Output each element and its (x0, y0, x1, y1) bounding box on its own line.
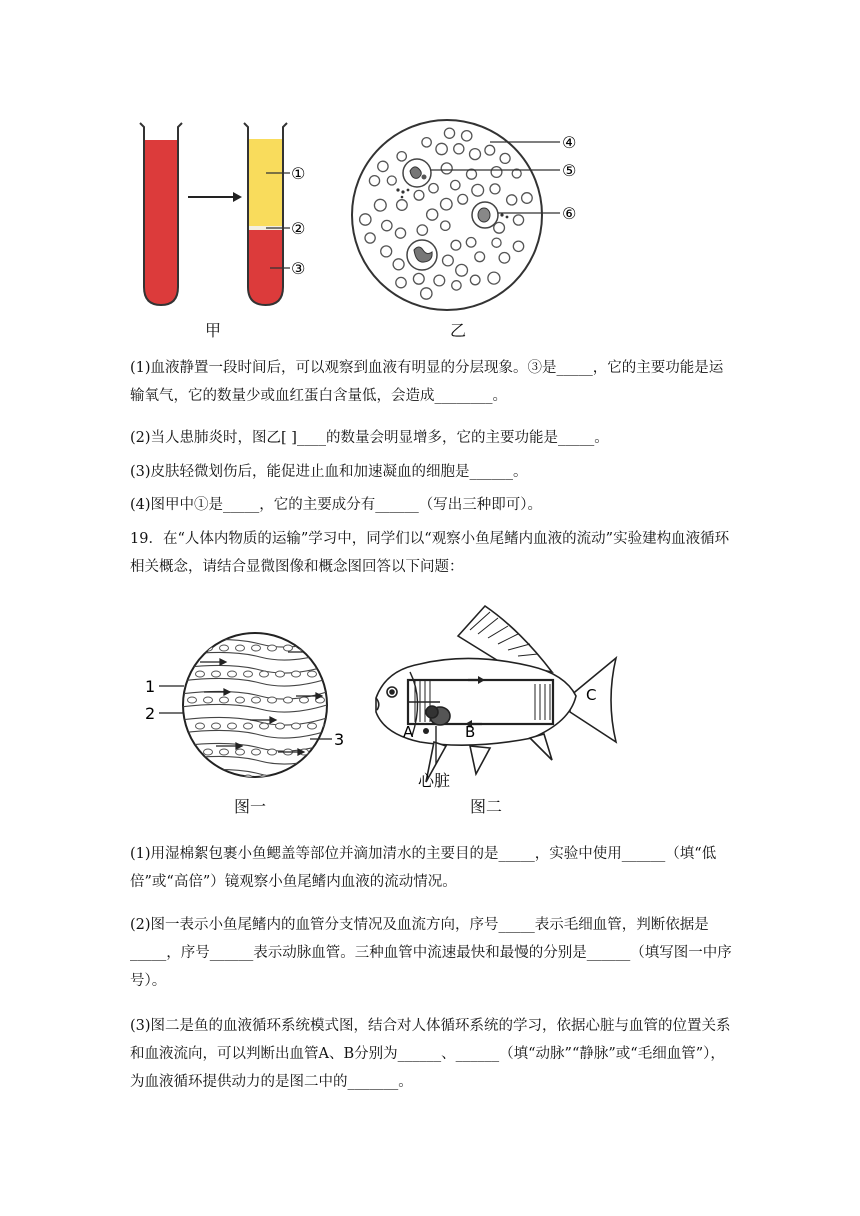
blood-cell (188, 697, 197, 703)
blood-cell (300, 697, 309, 703)
q19-part1: (1)用湿棉絮包裹小鱼鳃盖等部位并滴加清水的主要目的是_____，实验中使用______（填“低倍”或“高倍”）镜观察小鱼尾鳍内血液的流动情况。 (130, 846, 717, 890)
blood-cell (260, 775, 269, 781)
blood-cell (212, 723, 221, 729)
label-6: ⑥ (562, 204, 577, 223)
fish-label-c: C (586, 686, 597, 704)
red-blood-cell (397, 152, 406, 161)
red-blood-cell (395, 228, 405, 238)
blood-cell (188, 749, 197, 755)
red-blood-cell (522, 193, 533, 204)
blood-cell (220, 697, 229, 703)
blood-cell (316, 749, 325, 755)
red-blood-cell (500, 153, 510, 163)
heart-label: 心脏 (418, 771, 451, 790)
red-blood-cell (488, 272, 500, 284)
blood-cell (260, 723, 269, 729)
red-blood-cell (451, 180, 460, 189)
blood-cell (268, 697, 277, 703)
red-blood-cell (452, 281, 461, 290)
fish-label-a: A (403, 723, 414, 741)
blood-cell (308, 671, 317, 677)
red-blood-cell (422, 138, 431, 147)
red-blood-cell (458, 194, 468, 204)
blood-cell (236, 749, 245, 755)
red-blood-cell (381, 246, 392, 257)
red-blood-cell (492, 238, 501, 247)
red-blood-cell (436, 143, 447, 154)
blood-cell (284, 645, 293, 651)
red-blood-cell (456, 264, 468, 276)
red-blood-cell (421, 288, 432, 299)
q18-part3: (3)皮肤轻微划伤后，能促进止血和加速凝血的细胞是______。 (130, 464, 528, 480)
red-blood-cell (513, 241, 523, 251)
red-blood-cell (490, 184, 500, 194)
vessel-label-3: 3 (334, 730, 345, 749)
blood-cell (188, 645, 197, 651)
blood-cell (196, 671, 205, 677)
red-blood-cell (374, 199, 386, 211)
blood-cell (212, 671, 221, 677)
white-blood-cell (403, 159, 431, 187)
fish-circulation-diagram (376, 606, 616, 782)
blood-cell (204, 697, 213, 703)
blood-cell (316, 645, 325, 651)
red-blood-cell (485, 145, 495, 155)
blood-cell (292, 775, 301, 781)
blood-cell (220, 749, 229, 755)
red-blood-cell (444, 128, 454, 138)
tail-fin-microscope-view (180, 633, 333, 781)
blood-cell (236, 645, 245, 651)
blood-cell (268, 749, 277, 755)
red-blood-cell (466, 238, 476, 248)
blood-cell (244, 723, 253, 729)
red-blood-cell (396, 277, 406, 287)
white-blood-cell (407, 240, 437, 270)
q19-part2: (2)图一表示小鱼尾鳍内的血管分支情况及血流方向，序号_____表示毛细血管，判断依据是_____，序号______表示动脉血管。三种血管中流速最快和最慢的分别是______（填写图一中序号）。 (130, 917, 732, 989)
red-blood-cell (443, 255, 454, 266)
caption-figure-one: 图一 (234, 797, 267, 816)
q18-part2: (2)当人患肺炎时，图乙[ ]____的数量会明显增多，它的主要功能是_____。 (130, 430, 609, 446)
red-blood-cell (475, 252, 485, 262)
red-blood-cell (413, 273, 424, 284)
blood-cell (268, 645, 277, 651)
red-blood-cell (393, 259, 404, 270)
blood-cell (300, 645, 309, 651)
red-blood-cell (387, 176, 396, 185)
red-blood-cell (454, 144, 464, 154)
red-blood-cell (507, 195, 517, 205)
flow-arrow-head (308, 649, 314, 655)
caption-jia: 甲 (205, 321, 222, 340)
white-blood-cell (472, 202, 498, 228)
point-a (423, 728, 429, 734)
blood-cell (324, 775, 333, 781)
blood-cell (260, 671, 269, 677)
red-blood-cell (451, 240, 461, 250)
blood-cell (204, 749, 213, 755)
blood-cell (292, 723, 301, 729)
red-blood-cell (462, 131, 472, 141)
red-blood-cell (378, 161, 388, 171)
red-blood-cell (467, 169, 477, 179)
red-blood-cell (434, 275, 445, 286)
blood-cell (212, 775, 221, 781)
q18-part4: (4)图甲中①是_____，它的主要成分有______（写出三种即可）。 (130, 497, 543, 513)
red-blood-cell (429, 184, 438, 193)
red-blood-cell (513, 215, 523, 225)
red-blood-cell (414, 190, 424, 200)
caption-figure-two: 图二 (470, 797, 503, 816)
blood-cell (324, 671, 333, 677)
red-blood-cell (382, 220, 392, 230)
blood-cell (236, 697, 245, 703)
blood-cell (308, 775, 317, 781)
q19-intro: 19．在“人体内物质的运输”学习中，同学们以“观察小鱼尾鳍内血液的流动”实验建构血液循环相关概念，请结合显微图像和概念图回答以下问题： (130, 531, 730, 575)
blood-cell (276, 671, 285, 677)
vessel-label-2: 2 (145, 704, 156, 723)
red-blood-cell (499, 253, 510, 264)
fish-figure (140, 600, 630, 800)
blood-cell (244, 775, 253, 781)
q18-part1: (1)血液静置一段时间后，可以观察到血液有明显的分层现象。③是_____，它的主要功能是运输氧气，它的数量少或血红蛋白含量低，会造成________。 (130, 360, 724, 404)
blood-cell (284, 697, 293, 703)
red-blood-cell (397, 200, 408, 211)
red-blood-cell (365, 233, 375, 243)
blood-cell (220, 645, 229, 651)
blood-cell (228, 671, 237, 677)
fish-figure-svg (140, 600, 630, 800)
blood-cell (228, 723, 237, 729)
arrow-icon (188, 192, 242, 202)
blood-cell (276, 775, 285, 781)
red-blood-cell (417, 225, 427, 235)
red-blood-cell (360, 214, 371, 225)
red-blood-cell (470, 275, 480, 285)
red-blood-cell (441, 221, 450, 230)
blood-figure (130, 115, 600, 345)
blood-smear-circle (352, 120, 542, 310)
caption-yi: 乙 (450, 321, 467, 340)
vessel-label-1: 1 (145, 677, 156, 696)
label-5: ⑤ (562, 161, 577, 180)
blood-cell (252, 749, 261, 755)
blood-cell (292, 671, 301, 677)
blood-cell (244, 671, 253, 677)
red-blood-cell (470, 149, 481, 160)
blood-cell (228, 775, 237, 781)
red-blood-cell (441, 198, 453, 210)
blood-cell (252, 645, 261, 651)
red-blood-cell (369, 176, 379, 186)
red-blood-cell (441, 163, 452, 174)
fish-label-b: B (465, 723, 476, 741)
blood-cell (308, 723, 317, 729)
blood-cell (276, 723, 285, 729)
blood-figure-svg (130, 115, 600, 345)
blood-cell (252, 697, 261, 703)
blood-cell (196, 723, 205, 729)
label-1: ① (291, 164, 306, 183)
label-3: ③ (291, 259, 306, 278)
test-tube-layered (244, 123, 287, 305)
red-blood-cell (472, 184, 484, 196)
test-tube-whole-blood (140, 123, 182, 305)
label-4: ④ (562, 133, 577, 152)
red-blood-cell (427, 209, 438, 220)
blood-cell (196, 775, 205, 781)
q19-part3: (3)图二是鱼的血液循环系统模式图，结合对人体循环系统的学习，依据心脏与血管的位置关系和血液流向，可以判断出血管A、B分别为______、______（填“动脉”“静脉”或“毛细血管”），为血液循环提供动力的是图二中的_______。 (130, 1018, 731, 1090)
red-blood-cell (491, 167, 502, 178)
label-2: ② (291, 219, 306, 238)
